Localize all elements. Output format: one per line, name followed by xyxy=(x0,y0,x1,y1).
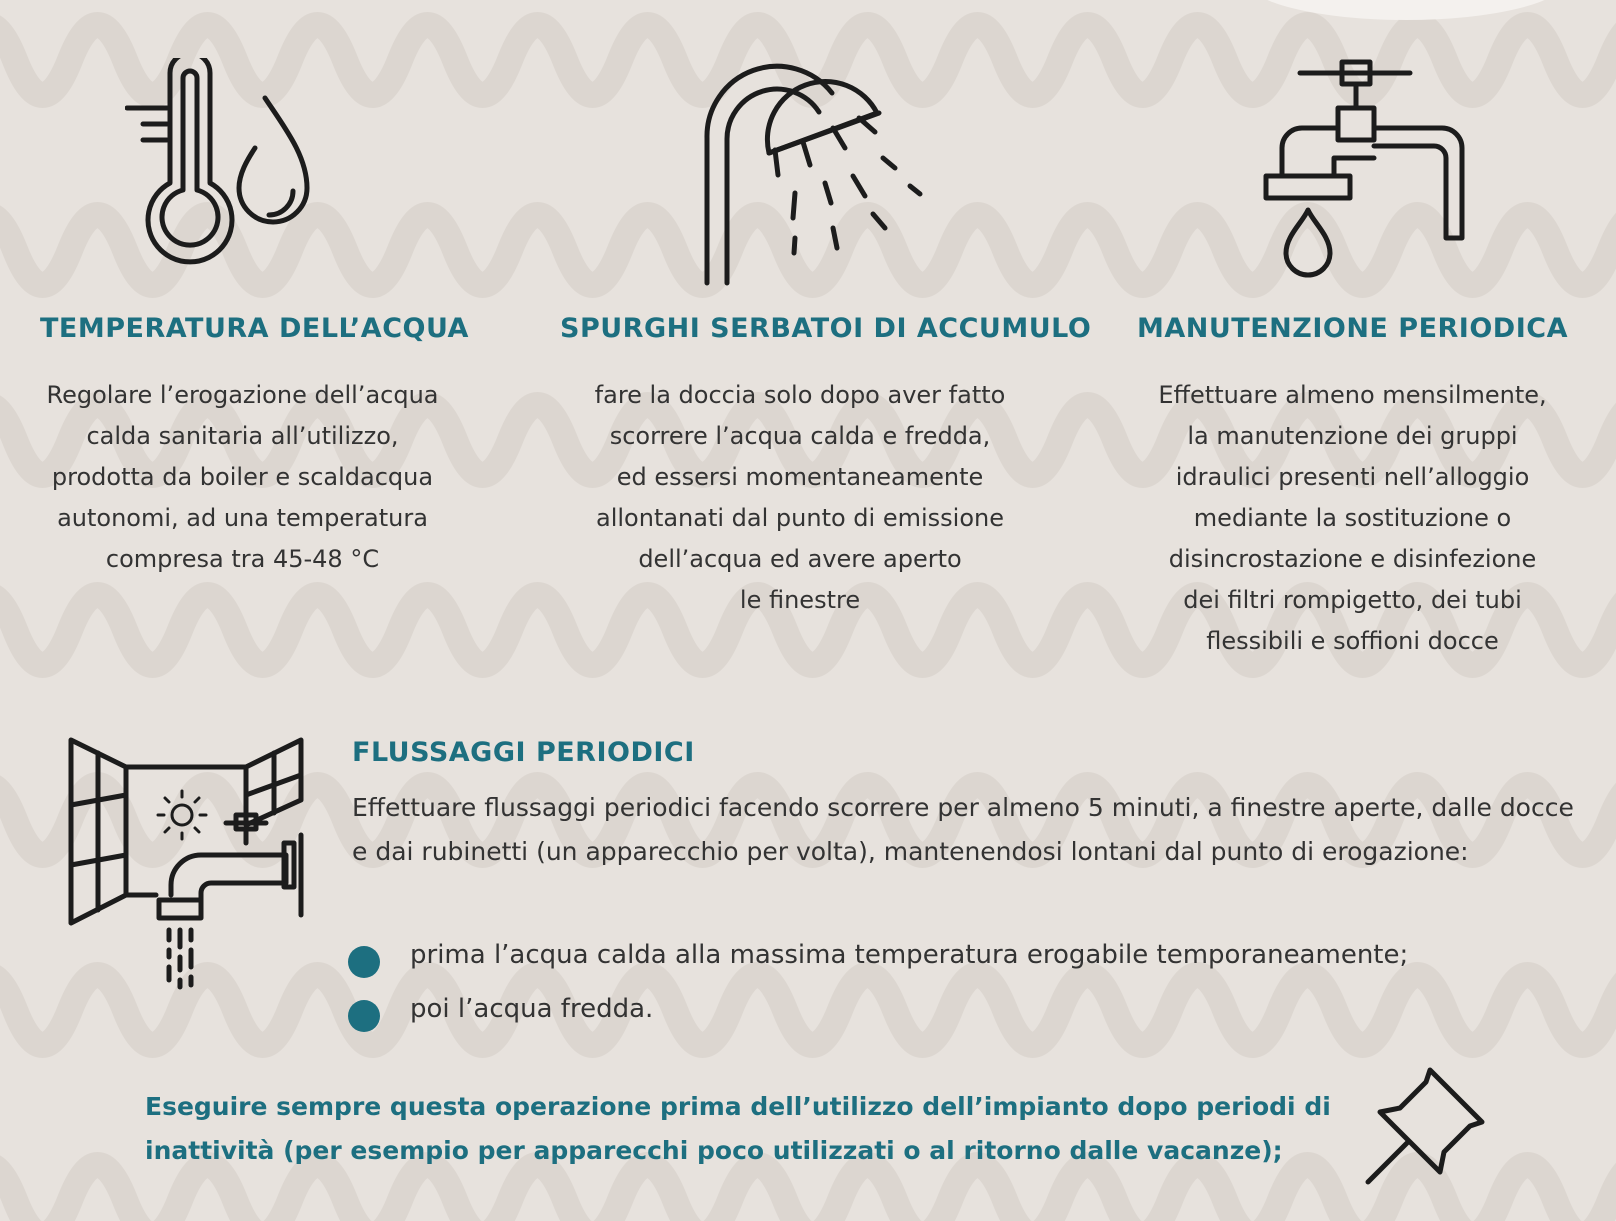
bullet-dot-icon xyxy=(348,1000,380,1032)
section-title-flushing: FLUSSAGGI PERIODICI xyxy=(352,737,695,768)
list-item xyxy=(348,982,1408,1036)
title-tank-purge: SPURGHI SERBATOI DI ACCUMULO xyxy=(560,313,1092,344)
body-tank-purge: fare la doccia solo dopo aver fatto scorrere l’acqua calda e fredda, ed essersi momentaneamente allontanati dal punto di emissione dell’acqua ed avere aperto le finestre xyxy=(594,381,1006,614)
title-temperature: TEMPERATURA DELL’ACQUA xyxy=(40,313,469,344)
flushing-list xyxy=(348,928,1408,1036)
list-item-text: prima l’acqua calda alla massima temperatura erogabile temporaneamente; xyxy=(410,940,1409,970)
pushpin-icon xyxy=(1360,1062,1490,1192)
title-maintenance: MANUTENZIONE PERIODICA xyxy=(1137,313,1568,344)
faucet-drop-icon xyxy=(1262,58,1472,288)
important-note: Eseguire sempre questa operazione prima dell’utilizzo dell’impianto dopo periodi di inattività (per esempio per apparecchi poco utilizzati o al ritorno dalle vacanze); xyxy=(145,1092,1331,1165)
list-item-text: poi l’acqua fredda. xyxy=(410,994,654,1024)
list-item xyxy=(348,928,1408,982)
bullet-dot-icon xyxy=(348,946,380,978)
body-maintenance: Effettuare almeno mensilmente, la manutenzione dei gruppi idraulici presenti nell’alloggio mediante la sostituzione o disincrostazione e disinfezione dei filtri rompigetto, dei tubi flessibili e soffioni docce xyxy=(1158,381,1547,655)
thermometer-drop-icon xyxy=(125,58,325,283)
window-faucet-icon xyxy=(66,735,306,1015)
body-temperature: Regolare l’erogazione dell’acqua calda sanitaria all’utilizzo, prodotta da boiler e scaldacqua autonomi, ad una temperatura compresa tra 45-48 °C xyxy=(46,381,439,573)
section-body-flushing: Effettuare flussaggi periodici facendo scorrere per almeno 5 minuti, a finestre aperte, dalle docce e dai rubinetti (un apparecchio per volta), mantenendosi lontani dal punto di erogazione: xyxy=(352,793,1574,866)
shower-icon xyxy=(695,58,940,288)
